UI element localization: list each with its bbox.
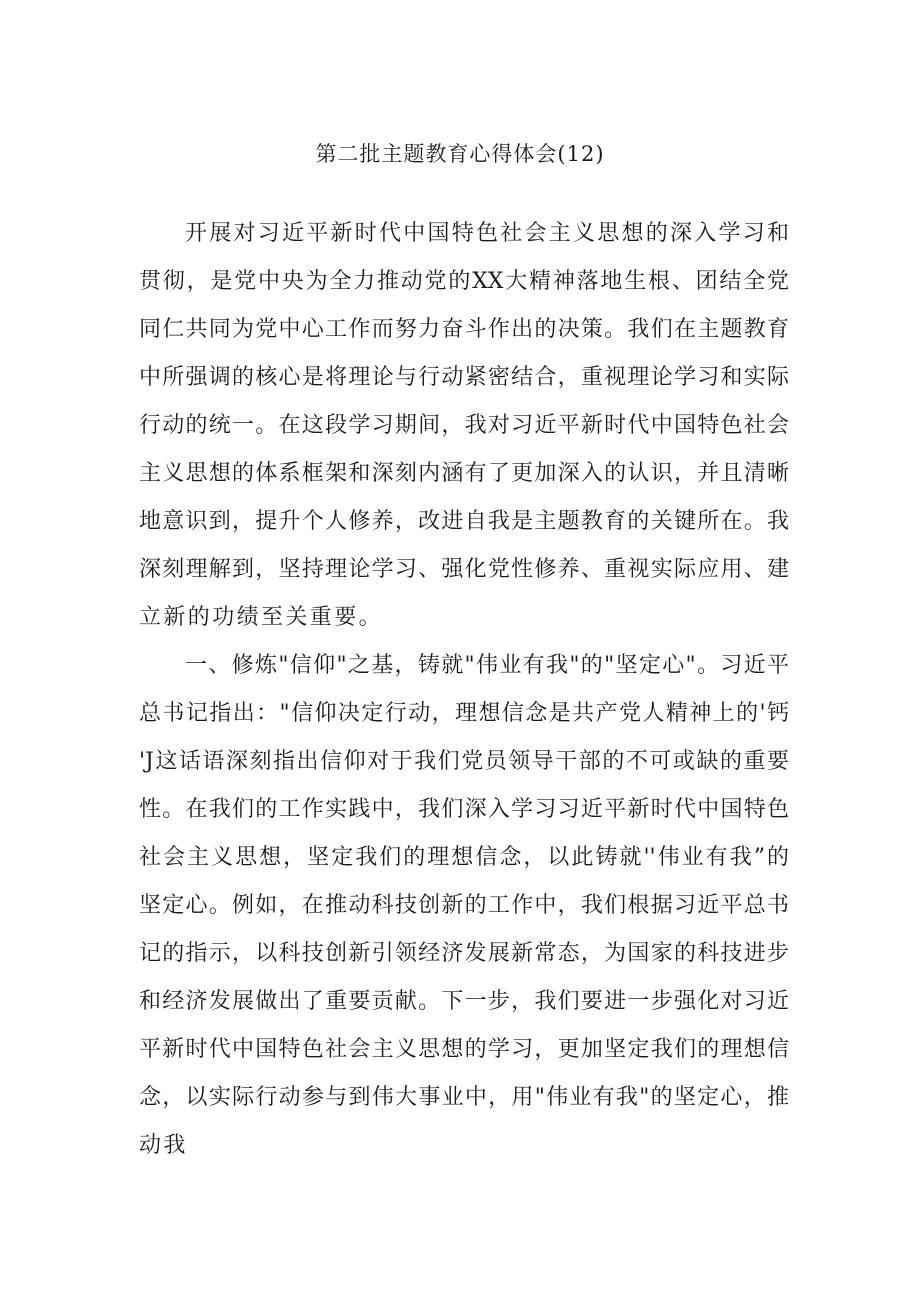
- paragraph-1-line-9: 立新的功绩至关重要。: [139, 605, 384, 630]
- paragraph-1-line-2: 贯彻，是党中央为全力推动党的XX大精神落地生根、团结全党: [139, 269, 789, 294]
- paragraph-1-line-7: 地意识到，提升个人修养，改进自我是主题教育的关键所在。我: [139, 509, 789, 534]
- paragraph-2-line-4: 性。在我们的工作实践中，我们深入学习习近平新时代中国特色: [139, 797, 789, 822]
- paragraph-2-line-3: 'J这话语深刻指出信仰对于我们党员领导干部的不可或缺的重要: [139, 749, 789, 774]
- paragraph-1-line-8: 深刻理解到，坚持理论学习、强化党性修养、重视实际应用、建: [139, 557, 789, 582]
- paragraph-2-line-10: 念，以实际行动参与到伟大事业中，用"伟业有我"的坚定心，推: [139, 1085, 789, 1110]
- paragraph-2-line-7: 记的指示，以科技创新引领经济发展新常态，为国家的科技进步: [139, 941, 789, 966]
- paragraph-1-line-4: 中所强调的核心是将理论与行动紧密结合，重视理论学习和实际: [139, 365, 789, 390]
- paragraph-2-line-1: 一、修炼"信仰"之基，铸就"伟业有我"的"坚定心"。习近平: [185, 653, 789, 678]
- paragraph-2-line-11: 动我: [139, 1133, 188, 1158]
- paragraph-2-line-9: 平新时代中国特色社会主义思想的学习，更加坚定我们的理想信: [139, 1037, 789, 1062]
- paragraph-1-line-6: 主义思想的体系框架和深刻内涵有了更加深入的认识，并且清晰: [139, 461, 789, 486]
- document-title: 第二批主题教育心得体会(12): [315, 142, 605, 166]
- paragraph-2-line-8: 和经济发展做出了重要贡献。下一步，我们要进一步强化对习近: [139, 989, 789, 1014]
- paragraph-1-line-5: 行动的统一。在这段学习期间，我对习近平新时代中国特色社会: [139, 413, 789, 438]
- paragraph-1-line-3: 同仁共同为党中心工作而努力奋斗作出的决策。我们在主题教育: [139, 317, 789, 342]
- paragraph-2-line-6: 坚定心。例如，在推动科技创新的工作中，我们根据习近平总书: [139, 893, 789, 918]
- paragraph-1-line-1: 开展对习近平新时代中国特色社会主义思想的深入学习和: [185, 221, 789, 246]
- paragraph-2-line-2: 总书记指出："信仰决定行动，理想信念是共产党人精神上的'钙: [139, 701, 789, 726]
- paragraph-2-line-5: 社会主义思想，坚定我们的理想信念，以此铸就''伟业有我”的: [139, 845, 789, 870]
